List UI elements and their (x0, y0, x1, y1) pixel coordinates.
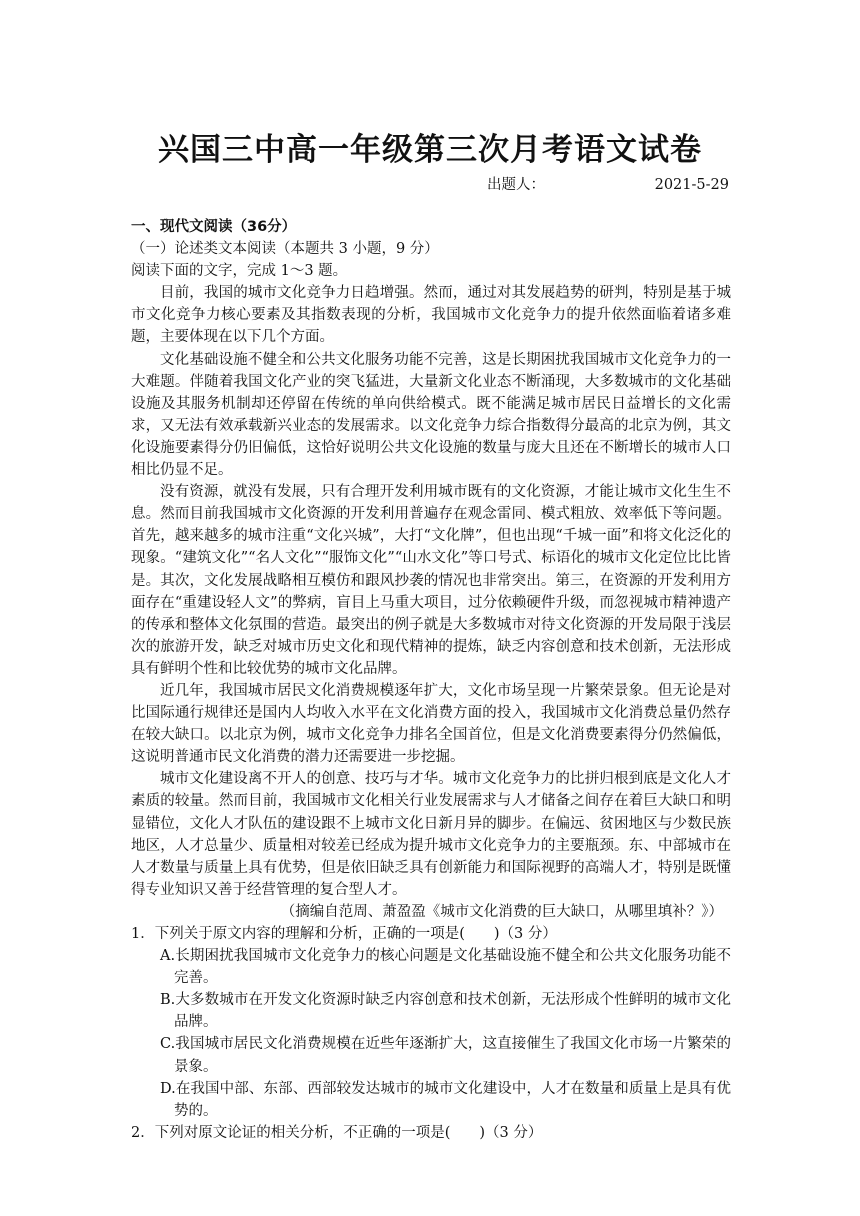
question-stem: 2．下列对原文论证的相关分析，不正确的一项是( )（3 分） (131, 1124, 543, 1141)
question-stem: 1．下列关于原文内容的理解和分析，正确的一项是( )（3 分） (131, 926, 557, 942)
option-c-text: C.我国城市居民文化消费规模在近些年逐渐扩大，这直接催生了我国文化市场一片繁荣的景象。 (160, 1036, 731, 1075)
answer-option (131, 945, 731, 989)
author-label: 出题人： (487, 177, 545, 193)
answer-option (131, 1078, 731, 1122)
answer-option (131, 1033, 731, 1077)
page-title: 兴国三中高一年级第三次月考语文试卷 (158, 132, 702, 168)
exam-content (131, 216, 731, 1144)
passage-paragraph: 城市文化建设离不开人的创意、技巧与才华。城市文化竞争力的比拼归根到底是文化人才素质的较量。然而目前，我国城市文化相关行业发展需求与人才储备之间存在着巨大缺口和明显错位，文化人才队伍的建设跟不上城市文化日新月异的脚步。在偏远、贫困地区与少数民族地区，人才总量少、质量相对较差已经成为提升城市文化竞争力的主要瓶颈。东、中部城市在人才数量与质量上具有优势，但是依旧缺乏具有创新能力和国际视野的高端人才，特别是既懂得专业知识又善于经营管理的复合型人才。 (131, 771, 731, 898)
passage-paragraph: 目前，我国的城市文化竞争力日趋增强。然而，通过对其发展趋势的研判，特别是基于城市文化竞争力核心要素及其指数表现的分析，我国城市文化竞争力的提升依然面临着诸多难题，主要体现在以下几个方面。 (131, 285, 731, 346)
option-a-text: A.长期困扰我国城市文化竞争力的核心问题是文化基础设施不健全和公共文化服务功能不完善。 (160, 948, 731, 987)
exam-date: 2021-5-29 (654, 177, 729, 193)
reading-instruction: 阅读下面的文字，完成 1～3 题。 (131, 263, 348, 280)
passage-paragraph: 近几年，我国城市居民文化消费规模逐年扩大，文化市场呈现一片繁荣景象。但无论是对比国际通行规律还是国内人均收入水平在文化消费方面的投入，我国城市文化消费总量仍然存在较大缺口。以北京为例，城市文化竞争力排名全国首位，但是文化消费要素得分仍然偏低，这说明普通市民文化消费的潜力还需要进一步挖掘。 (131, 682, 731, 766)
section-heading: 一、现代文阅读（36分） (131, 219, 297, 235)
answer-option (131, 989, 731, 1033)
passage-source: （摘编自范周、萧盈盈《城市文化消费的巨大缺口，从哪里填补？》） (280, 903, 723, 920)
passage-paragraph: 没有资源，就没有发展，只有合理开发利用城市既有的文化资源，才能让城市文化生生不息。然而目前我国城市文化资源的开发利用普遍存在观念雷同、模式粗放、效率低下等问题。首先，越来越多的城市注重“文化兴城”，大打“文化牌”，但也出现“千城一面”和将文化泛化的现象。“建筑文化”“名人文化”“服饰文化”“山水文化”等口号式、标语化的城市文化定位比比皆是。其次，文化发展战略相互模仿和跟风抄袭的情况也非常突出。第三，在资源的开发利用方面存在“重建设轻人文”的弊病，盲目上马重大项目，过分依赖硬件升级，而忽视城市精神遗产的传承和整体文化氛围的营造。最突出的例子就是大多数城市对待文化资源的开发局限于浅层次的旅游开发，缺乏对城市历史文化和现代精神的提炼，缺乏内容创意和技术创新，无法形成具有鲜明个性和比较优势的城市文化品牌。 (131, 484, 731, 677)
option-d-text: D.在我国中部、东部、西部较发达城市的城市文化建设中，人才在数量和质量上是具有优势的。 (160, 1080, 731, 1119)
option-b-text: B.大多数城市在开发文化资源时缺乏内容创意和技术创新，无法形成个性鲜明的城市文化品牌。 (160, 992, 731, 1031)
section-subheading: （一）论述类文本阅读（本题共 3 小题，9 分） (131, 241, 439, 258)
passage-paragraph: 文化基础设施不健全和公共文化服务功能不完善，这是长期困扰我国城市文化竞争力的一大难题。伴随着我国文化产业的突飞猛进，大量新文化业态不断涌现，大多数城市的文化基础设施及其服务机制却还停留在传统的单向供给模式。既不能满足城市居民日益增长的文化需求，又无法有效承载新兴业态的发展需求。以文化竞争力综合指数得分最高的北京为例，其文化设施要素得分仍旧偏低，这恰好说明公共文化设施的数量与庞大且还在不断增长的城市人口相比仍显不足。 (131, 351, 731, 479)
